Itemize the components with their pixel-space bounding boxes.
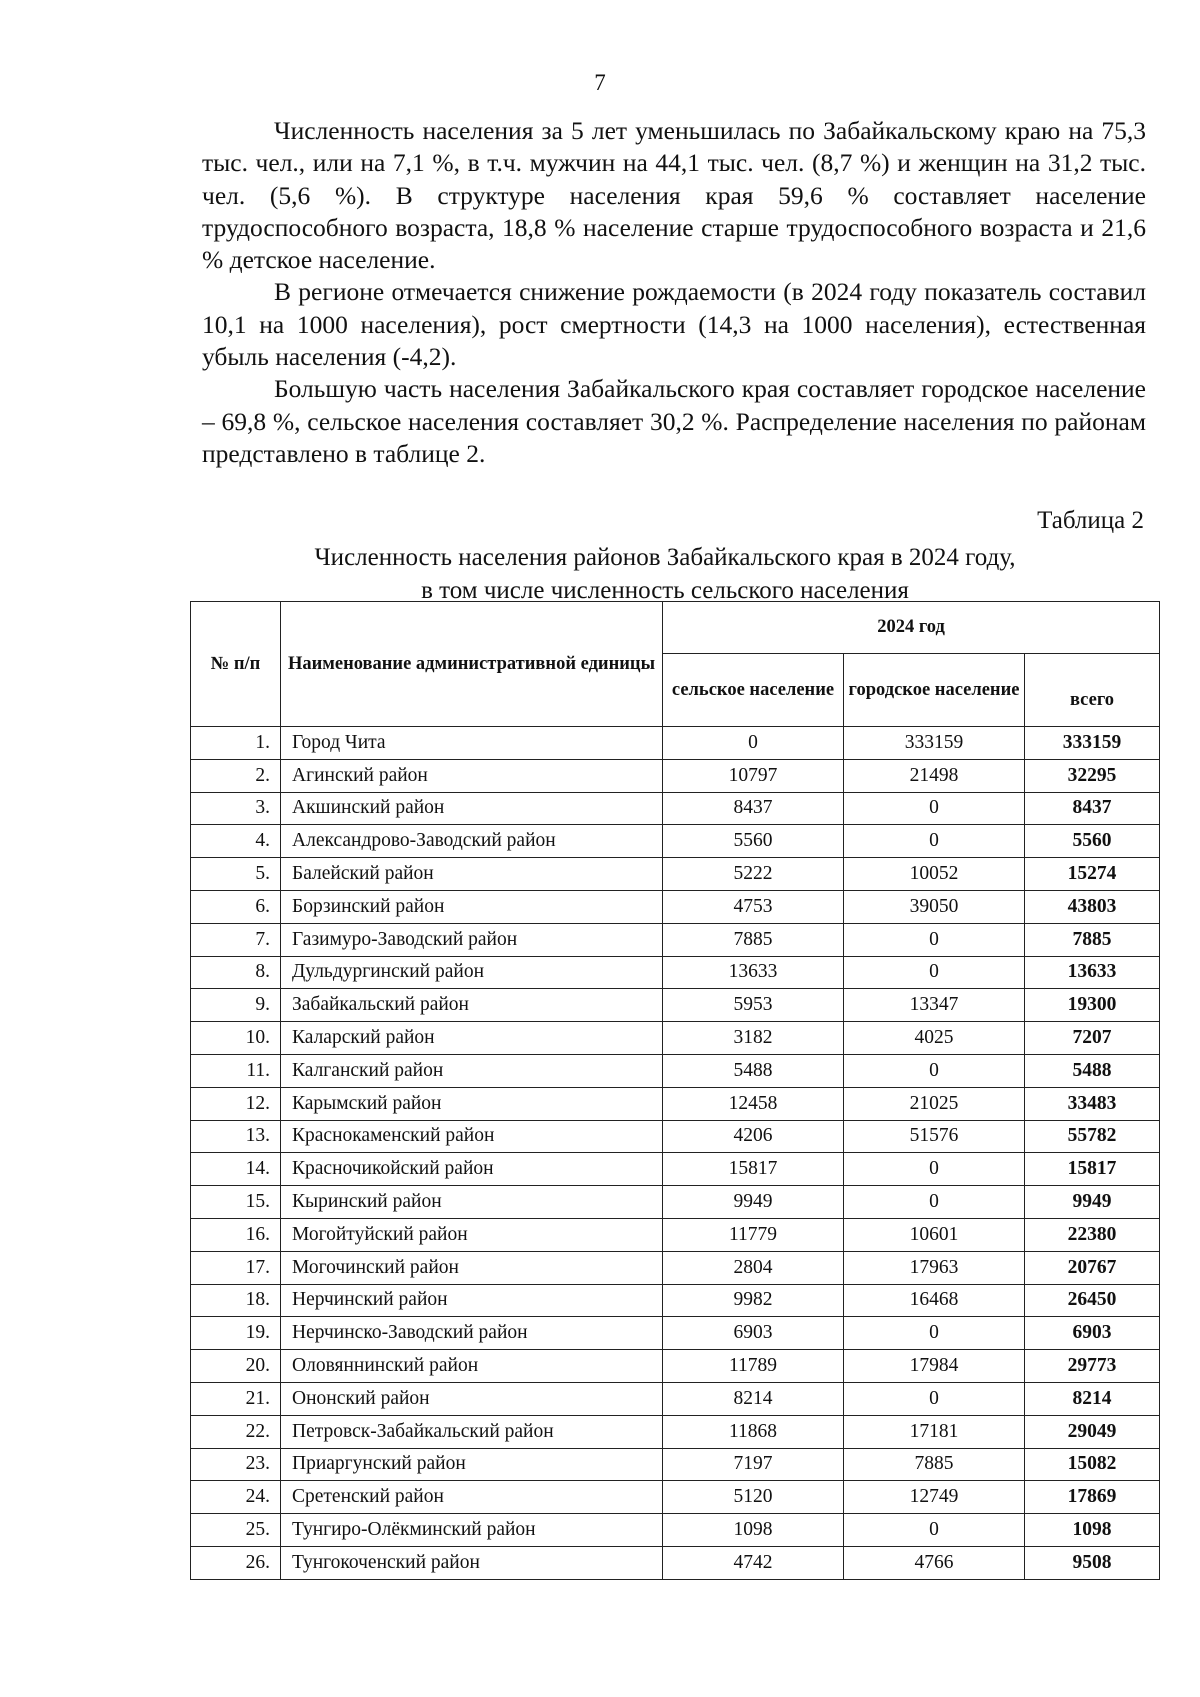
cell-rural: 4742 [663,1546,844,1579]
cell-num: 25. [191,1514,281,1547]
table-row [191,1317,1160,1350]
table-row [191,1382,1160,1415]
table-row [191,1448,1160,1481]
header-name: Наименование административной единицы [281,602,663,727]
cell-urban: 21025 [844,1087,1025,1120]
cell-num: 10. [191,1022,281,1055]
cell-rural: 6903 [663,1317,844,1350]
cell-rural: 5120 [663,1481,844,1514]
cell-total: 8214 [1025,1382,1160,1415]
cell-name: Краснокаменский район [281,1120,663,1153]
cell-total: 333159 [1025,727,1160,760]
cell-urban: 0 [844,1317,1025,1350]
cell-total: 15082 [1025,1448,1160,1481]
cell-num: 20. [191,1350,281,1383]
cell-num: 21. [191,1382,281,1415]
cell-rural: 8437 [663,792,844,825]
table-row [191,1350,1160,1383]
cell-name: Сретенский район [281,1481,663,1514]
cell-rural: 4753 [663,890,844,923]
table-row [191,1481,1160,1514]
cell-urban: 0 [844,1054,1025,1087]
cell-name: Петровск-Забайкальский район [281,1415,663,1448]
cell-name: Город Чита [281,727,663,760]
table-row [191,1120,1160,1153]
table-title-line-2: в том числе численность сельского населения [421,577,909,604]
cell-rural: 7885 [663,923,844,956]
header-num: № п/п [191,602,281,727]
cell-rural: 5488 [663,1054,844,1087]
paragraph-population-decline: Численность населения за 5 лет уменьшилась по Забайкальскому краю на 75,3 тыс. чел., или на 7,1 %, в т.ч. мужчин на 44,1 тыс. чел. (8,7 %) и женщин на 31,2 тыс. чел. (5,6 %). В структуре населения края 59,6 % составляет население трудоспособного возраста, 18,8 % население старше трудоспособного возраста и 21,6 % детское население. [202,116,1146,275]
cell-urban: 17181 [844,1415,1025,1448]
cell-name: Ононский район [281,1382,663,1415]
cell-urban: 4025 [844,1022,1025,1055]
cell-urban: 17963 [844,1251,1025,1284]
table-row [191,923,1160,956]
cell-rural: 5560 [663,825,844,858]
cell-total: 5560 [1025,825,1160,858]
table-row [191,1054,1160,1087]
cell-num: 22. [191,1415,281,1448]
cell-rural: 1098 [663,1514,844,1547]
table-row [191,989,1160,1022]
cell-rural: 3182 [663,1022,844,1055]
cell-name: Александрово-Заводский район [281,825,663,858]
cell-name: Забайкальский район [281,989,663,1022]
cell-name: Дульдургинский район [281,956,663,989]
cell-total: 55782 [1025,1120,1160,1153]
table-row [191,1153,1160,1186]
cell-total: 13633 [1025,956,1160,989]
cell-name: Могочинский район [281,1251,663,1284]
cell-rural: 0 [663,727,844,760]
cell-num: 11. [191,1054,281,1087]
cell-name: Тунгокоченский район [281,1546,663,1579]
cell-total: 7885 [1025,923,1160,956]
page-number: 7 [594,70,606,95]
cell-name: Тунгиро-Олёкминский район [281,1514,663,1547]
cell-urban: 16468 [844,1284,1025,1317]
cell-name: Красночикойский район [281,1153,663,1186]
cell-urban: 333159 [844,727,1025,760]
table-row [191,1218,1160,1251]
header-year: 2024 год [663,602,1160,654]
cell-num: 15. [191,1186,281,1219]
cell-num: 23. [191,1448,281,1481]
cell-total: 20767 [1025,1251,1160,1284]
table-title-line-1: Численность населения районов Забайкальского края в 2024 году, [314,544,1016,571]
cell-rural: 7197 [663,1448,844,1481]
cell-name: Нерчинско-Заводский район [281,1317,663,1350]
table-row [191,890,1160,923]
table-caption: Таблица 2 [1037,507,1144,534]
cell-num: 4. [191,825,281,858]
body-text [202,115,1146,470]
cell-num: 8. [191,956,281,989]
cell-urban: 0 [844,1382,1025,1415]
cell-total: 15817 [1025,1153,1160,1186]
cell-urban: 13347 [844,989,1025,1022]
table-row [191,1087,1160,1120]
cell-name: Акшинский район [281,792,663,825]
cell-total: 32295 [1025,759,1160,792]
cell-total: 8437 [1025,792,1160,825]
cell-num: 19. [191,1317,281,1350]
cell-num: 26. [191,1546,281,1579]
cell-num: 13. [191,1120,281,1153]
cell-urban: 0 [844,923,1025,956]
cell-urban: 39050 [844,890,1025,923]
header-total: всего [1025,654,1160,727]
cell-num: 7. [191,923,281,956]
cell-name: Балейский район [281,858,663,891]
cell-rural: 12458 [663,1087,844,1120]
cell-total: 9949 [1025,1186,1160,1219]
cell-num: 14. [191,1153,281,1186]
population-table [190,601,1160,1580]
cell-num: 6. [191,890,281,923]
cell-name: Агинский район [281,759,663,792]
table-row [191,956,1160,989]
cell-total: 15274 [1025,858,1160,891]
cell-total: 9508 [1025,1546,1160,1579]
cell-rural: 9949 [663,1186,844,1219]
cell-urban: 0 [844,1186,1025,1219]
cell-urban: 4766 [844,1546,1025,1579]
cell-total: 33483 [1025,1087,1160,1120]
cell-num: 16. [191,1218,281,1251]
cell-num: 12. [191,1087,281,1120]
cell-urban: 0 [844,1153,1025,1186]
cell-urban: 7885 [844,1448,1025,1481]
cell-name: Калганский район [281,1054,663,1087]
table-body [191,727,1160,1580]
cell-urban: 12749 [844,1481,1025,1514]
cell-name: Нерчинский район [281,1284,663,1317]
table-row [191,727,1160,760]
table-row [191,792,1160,825]
header-rural: сельское население [663,654,844,727]
cell-total: 17869 [1025,1481,1160,1514]
cell-name: Борзинский район [281,890,663,923]
cell-urban: 0 [844,956,1025,989]
cell-num: 9. [191,989,281,1022]
cell-urban: 51576 [844,1120,1025,1153]
cell-name: Карымский район [281,1087,663,1120]
cell-num: 18. [191,1284,281,1317]
cell-urban: 0 [844,825,1025,858]
table-row [191,1186,1160,1219]
table-row [191,1546,1160,1579]
cell-name: Каларский район [281,1022,663,1055]
table-title [190,541,1140,607]
cell-rural: 4206 [663,1120,844,1153]
cell-num: 5. [191,858,281,891]
cell-rural: 9982 [663,1284,844,1317]
table-row [191,1415,1160,1448]
cell-rural: 5953 [663,989,844,1022]
cell-urban: 0 [844,792,1025,825]
header-urban: городское население [844,654,1025,727]
cell-rural: 8214 [663,1382,844,1415]
table-header [191,602,1160,727]
cell-total: 19300 [1025,989,1160,1022]
cell-num: 2. [191,759,281,792]
cell-num: 1. [191,727,281,760]
cell-rural: 11779 [663,1218,844,1251]
cell-name: Могойтуйский район [281,1218,663,1251]
table-row [191,1514,1160,1547]
paragraph-urban-rural-share: Большую часть населения Забайкальского края составляет городское население – 69,8 %, сельское населения составляет 30,2 %. Распределение населения по районам представлено в таблице 2. [202,374,1146,468]
cell-num: 3. [191,792,281,825]
cell-urban: 10601 [844,1218,1025,1251]
table-row [191,1284,1160,1317]
cell-name: Газимуро-Заводский район [281,923,663,956]
cell-total: 43803 [1025,890,1160,923]
cell-total: 6903 [1025,1317,1160,1350]
cell-urban: 17984 [844,1350,1025,1383]
table-row [191,858,1160,891]
table-row [191,1251,1160,1284]
cell-total: 29049 [1025,1415,1160,1448]
cell-rural: 5222 [663,858,844,891]
cell-rural: 2804 [663,1251,844,1284]
cell-num: 17. [191,1251,281,1284]
cell-total: 26450 [1025,1284,1160,1317]
cell-total: 5488 [1025,1054,1160,1087]
cell-rural: 15817 [663,1153,844,1186]
cell-total: 1098 [1025,1514,1160,1547]
table-row [191,825,1160,858]
cell-rural: 11868 [663,1415,844,1448]
cell-rural: 13633 [663,956,844,989]
cell-name: Приаргунский район [281,1448,663,1481]
cell-name: Кыринский район [281,1186,663,1219]
cell-urban: 21498 [844,759,1025,792]
cell-name: Оловяннинский район [281,1350,663,1383]
table-row [191,1022,1160,1055]
cell-total: 22380 [1025,1218,1160,1251]
cell-rural: 11789 [663,1350,844,1383]
cell-total: 7207 [1025,1022,1160,1055]
table-row [191,759,1160,792]
cell-num: 24. [191,1481,281,1514]
cell-urban: 0 [844,1514,1025,1547]
cell-urban: 10052 [844,858,1025,891]
paragraph-birth-death-rates: В регионе отмечается снижение рождаемости (в 2024 году показатель составил 10,1 на 1000 населения), рост смертности (14,3 на 1000 населения), естественная убыль населения (-4,2). [202,277,1146,372]
cell-rural: 10797 [663,759,844,792]
cell-total: 29773 [1025,1350,1160,1383]
